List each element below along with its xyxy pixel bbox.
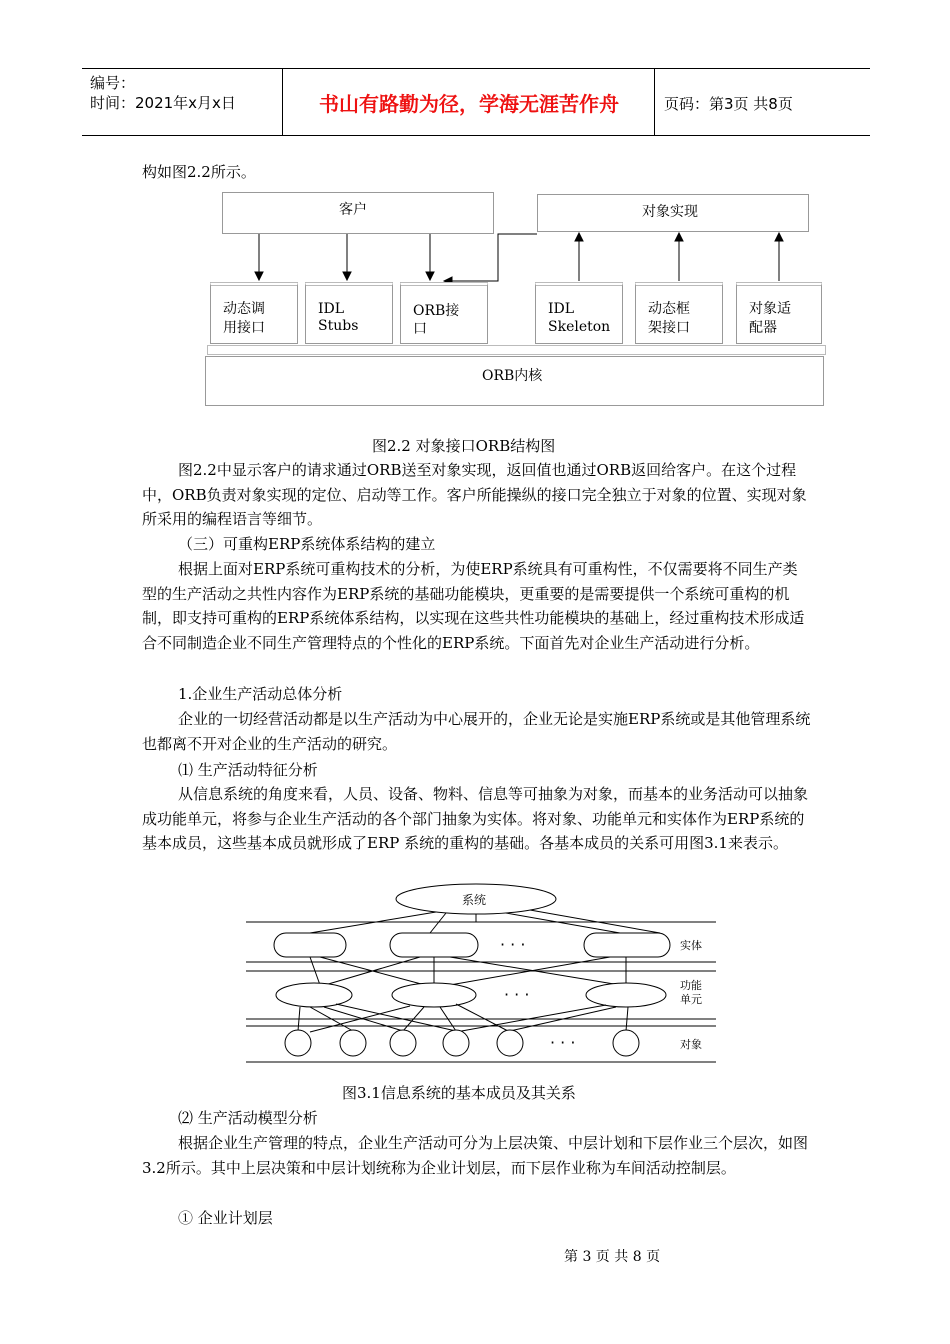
paragraph: 根据上面对ERP系统可重构技术的分析，为使ERP系统具有可重构性，不仅需要将不同生产类型的生产活动之共性内容作为ERP系统的基础功能模块，更重要的是需要提供一个系统可重构的机制，即支持可重构的ERP系统体系结构，以实现在这些共性功能模块的基础上，经过重构技术形成适合不同制造企业不同生产管理特点的个性化的ERP系统。下面首先对企业生产活动进行分析。 [142, 560, 805, 652]
stubs-box [305, 282, 393, 344]
section-heading: ⑵ 生产活动模型分析 [178, 1109, 318, 1127]
section-heading: 1.企业生产活动总体分析 [178, 685, 343, 703]
dots: · · · [504, 985, 530, 1004]
number-label: 编号： [90, 74, 136, 92]
object-node [613, 1030, 639, 1056]
orb-interface-box [400, 282, 488, 344]
system-label: 系统 [462, 893, 487, 907]
stubs-line2: Stubs [318, 318, 359, 334]
stubs-line1: IDL [318, 301, 345, 317]
client-label: 客户 [339, 202, 367, 218]
function-node [392, 983, 476, 1007]
object-node [285, 1030, 311, 1056]
skeleton-line2: Skeleton [548, 319, 611, 335]
orb-core-band [207, 345, 826, 355]
intro-line: 构如图2.2所示。 [142, 163, 256, 181]
function-node [586, 983, 666, 1007]
dots: · · · [550, 1033, 576, 1052]
section-heading: ⑴ 生产活动特征分析 [178, 761, 318, 779]
page-footer: 第 3 页 共 8 页 [564, 1249, 661, 1265]
member-diagram [240, 882, 720, 1072]
paragraph: 根据企业生产管理的特点，企业生产活动可分为上层决策、中层计划和下层作业三个层次，如图3.2所示。其中上层决策和中层计划统称为企业计划层，而下层作业称为车间活动控制层。 [142, 1134, 809, 1177]
dsi-line2: 架接口 [648, 320, 690, 336]
section-heading: ① 企业计划层 [178, 1209, 273, 1227]
object-node [497, 1030, 523, 1056]
date-label: 时间：2021年x月x日 [90, 94, 236, 112]
function-label-2: 单元 [680, 993, 702, 1006]
adapter-line2: 配器 [749, 320, 777, 336]
entity-node [390, 933, 478, 957]
paragraph: 企业的一切经营活动都是以生产活动为中心展开的，企业无论是实施ERP系统或是其他管理系统也都离不开对企业的生产活动的研究。 [142, 710, 811, 753]
object-node [443, 1030, 469, 1056]
paragraph: 图2.2中显示客户的请求通过ORB送至对象实现，返回值也通过ORB返回给客户。在这个过程中，ORB负责对象实现的定位、启动等工作。客户所能操纵的接口完全独立于对象的位置、实现对象所采用的编程语言等细节。 [142, 461, 807, 529]
dii-line2: 用接口 [223, 320, 265, 336]
object-node [340, 1030, 366, 1056]
function-label-1: 功能 [680, 979, 702, 992]
skeleton-box [535, 282, 623, 344]
section-heading: （三）可重构ERP系统体系结构的建立 [178, 535, 436, 553]
orb-interface-line2: 口 [413, 321, 427, 337]
object-label: 对象 [680, 1038, 702, 1051]
dsi-box [635, 282, 723, 344]
skeleton-line1: IDL [548, 301, 575, 317]
dots: · · · [500, 935, 526, 954]
orb-interface-line1: ORB接 [413, 303, 460, 319]
entity-node [584, 933, 670, 957]
figure-caption: 图3.1信息系统的基本成员及其关系 [342, 1084, 576, 1102]
impl-label: 对象实现 [642, 204, 698, 220]
adapter-box [736, 282, 822, 344]
orb-core-label: ORB内核 [482, 368, 543, 384]
dii-line1: 动态调 [223, 301, 265, 317]
dii-box [210, 282, 298, 344]
entity-label: 实体 [680, 939, 702, 952]
orb-core-box [205, 356, 824, 406]
page-number-label: 页码：第3页 共8页 [664, 95, 793, 113]
function-node [276, 983, 352, 1007]
figure-caption: 图2.2 对象接口ORB结构图 [372, 437, 556, 455]
object-node [390, 1030, 416, 1056]
entity-node [274, 933, 346, 957]
adapter-line1: 对象适 [749, 301, 791, 317]
dsi-line1: 动态框 [648, 301, 690, 317]
header-motto: 书山有路勤为径，学海无涯苦作舟 [319, 91, 619, 116]
paragraph: 从信息系统的角度来看，人员、设备、物料、信息等可抽象为对象，而基本的业务活动可以抽象成功能单元，将参与企业生产活动的各个部门抽象为实体。将对象、功能单元和实体作为ERP系统的基本成员，这些基本成员就形成了ERP 系统的重构的基础。各基本成员的关系可用图3.1来表示。 [142, 785, 809, 853]
